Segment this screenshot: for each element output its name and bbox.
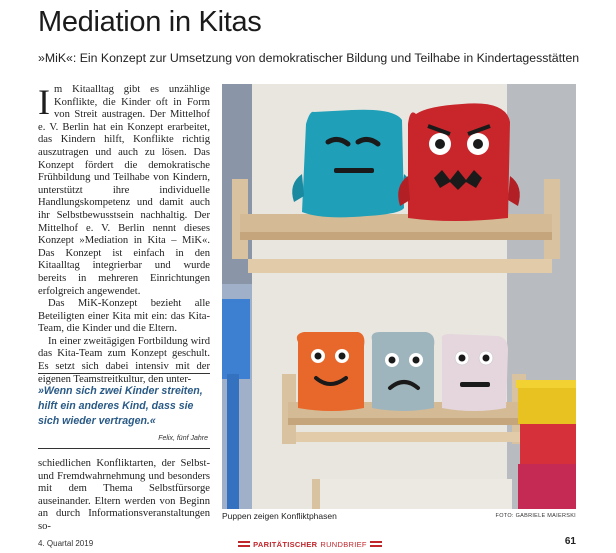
- footer-date: 4. Quartal 2019: [38, 539, 94, 548]
- pull-quote-text: »Wenn sich zwei Kinder streiten, hilft ein anderes Kind, dass sie sich wieder vertragen.«: [38, 385, 203, 427]
- drop-cap: I: [38, 82, 50, 122]
- article-photo: [222, 84, 576, 509]
- brand-name-part1: PARITÄTISCHER: [253, 539, 318, 549]
- flag-left-icon: [238, 541, 250, 548]
- page-number: 61: [564, 536, 576, 547]
- puppet-red: [398, 103, 520, 221]
- puppet-orange: [297, 332, 365, 411]
- puppet-teal: [292, 110, 413, 218]
- photo-puppets-on-shelves: [222, 84, 576, 509]
- photo-credit: FOTO: GABRIELE MAIERSKI: [495, 513, 576, 519]
- flag-right-icon: [370, 541, 382, 548]
- article-subtitle: »MiK«: Ein Konzept zur Umsetzung von demokratischer Bildung und Teilhabe in Kindertagesstätten: [38, 51, 580, 65]
- puppet-pink: [442, 334, 508, 411]
- pull-quote-author: Felix, fünf Jahre: [158, 435, 208, 442]
- paragraph-3: In einer zweitägigen Fortbildung wird das Kita-Team zum Konzept geschult. Es setzt sich dabei intensiv mit der eigenen Teamstreitkultur, den unter-: [38, 335, 210, 385]
- article-title: Mediation in Kitas: [38, 6, 262, 38]
- paragraph-2: Das MiK-Konzept bezieht alle Beteiligten einer Kita mit ein: das Kita-Team, die Kinder und die Eltern.: [38, 298, 210, 335]
- paragraph-intro-text: m Kitaalltag gibt es unzählige Konflikte, die Kinder oft in Form von Streit austragen. Der Mittelhof e. V. Berlin hat ein Konzept erarbeitet, das Kindern hilft, Konflikte richtig auszutragen und auch zu lösen. Das Konzept fördert die demokratische Frühbildung und Teilhabe von Kindern, unterstützt ihre individuelle Handlungskompetenz und damit auch ihr Selbstbewusstsein nachhaltig. Der Mittelhof e. V. Berlin nennt dieses Konzept »Mediation in Kita – MiK«. Das Konzept ist einfach in den Kitaalltag integrierbar und wurde bereits in mehreren Einrichtungen erfolgreich angewendet.: [38, 84, 210, 297]
- footer-brand: [215, 538, 405, 550]
- storage-boxes: [516, 380, 576, 509]
- text-column-2: [38, 458, 210, 532]
- puppet-grey: [372, 332, 435, 411]
- text-column-1: [38, 82, 210, 385]
- paragraph-4: schiedlichen Konfliktarten, der Selbst- und Fremdwahrnehmung und besonders mit dem Thema Selbstfürsorge auseinander. Eltern werden von Beginn an durch Informationsveranstaltungen so-: [38, 458, 210, 532]
- photo-caption: Puppen zeigen Konfliktphasen: [222, 511, 337, 521]
- paragraph-intro: [38, 84, 210, 298]
- pull-quote: [38, 373, 210, 449]
- brand-name-part2: RUNDBRIEF: [320, 539, 367, 549]
